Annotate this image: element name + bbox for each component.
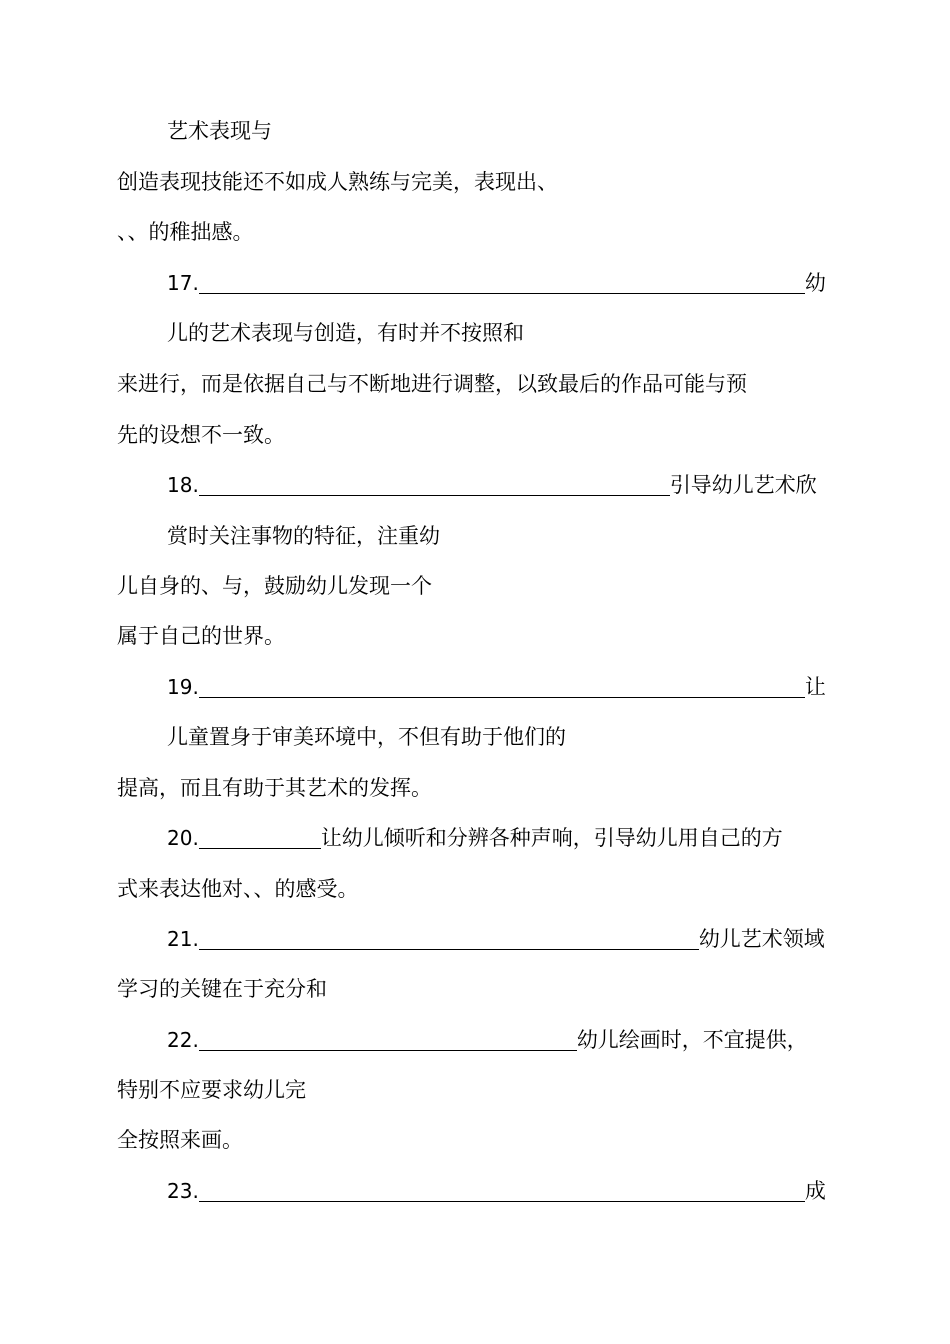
answer-blank[interactable]	[199, 927, 699, 950]
question-number: 22.	[167, 1028, 199, 1052]
question-21: 21. 幼儿艺术领域	[167, 924, 825, 954]
text-line: 学习的关键在于充分和	[117, 977, 327, 1001]
question-19: 19. 让	[167, 672, 826, 702]
text-line: 儿自身的、与，鼓励幼儿发现一个	[117, 574, 432, 598]
answer-blank[interactable]	[199, 826, 321, 849]
text-line: 特别不应要求幼儿完	[117, 1078, 306, 1102]
question-number: 18.	[167, 473, 199, 497]
text-line: 儿的艺术表现与创造，有时并不按照和	[167, 321, 524, 345]
text-line: 属于自己的世界。	[117, 624, 285, 648]
text-line: 创造表现技能还不如成人熟练与完美，表现出、	[117, 170, 558, 194]
answer-blank[interactable]	[199, 1028, 577, 1051]
question-18: 18. 引导幼儿艺术欣	[167, 470, 817, 500]
text-line: 提高，而且有助于其艺术的发挥。	[117, 776, 432, 800]
text-line: 赏时关注事物的特征，注重幼	[167, 524, 440, 548]
question-number: 23.	[167, 1179, 199, 1203]
question-number: 17.	[167, 271, 199, 295]
question-22: 22. 幼儿绘画时，不宜提供，	[167, 1025, 808, 1055]
question-number: 21.	[167, 927, 199, 951]
answer-blank[interactable]	[199, 473, 670, 496]
question-number: 20.	[167, 826, 199, 850]
text-line: 先的设想不一致。	[117, 423, 285, 447]
answer-blank[interactable]	[199, 675, 805, 698]
text-line: 、、的稚拙感。	[117, 220, 254, 244]
text-line: 式来表达他对、、的感受。	[117, 877, 359, 901]
question-23: 23. 成	[167, 1176, 826, 1206]
text-line: 来进行，而是依据自己与不断地进行调整，以致最后的作品可能与预	[117, 372, 747, 396]
question-17: 17. 幼	[167, 268, 826, 298]
question-number: 19.	[167, 675, 199, 699]
text-line: 儿童置身于审美环境中，不但有助于他们的	[167, 725, 566, 749]
text-line: 艺术表现与	[167, 119, 272, 143]
question-20: 20. 让幼儿倾听和分辨各种声响，引导幼儿用自己的方	[167, 823, 783, 853]
answer-blank[interactable]	[199, 271, 805, 294]
text-line: 全按照来画。	[117, 1128, 243, 1152]
answer-blank[interactable]	[199, 1179, 805, 1202]
